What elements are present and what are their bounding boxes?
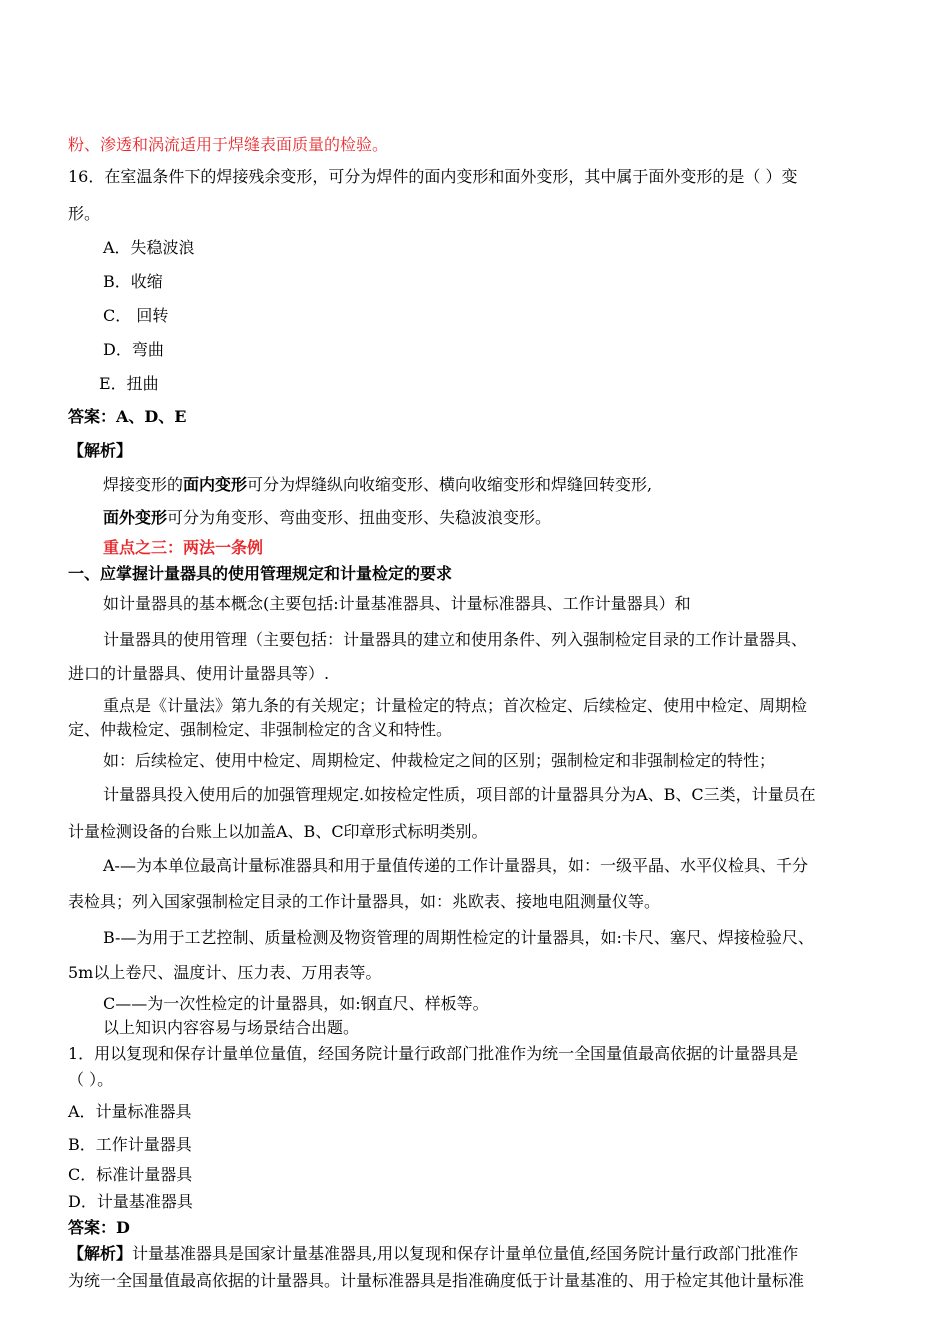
q1-answer: 答案：D	[68, 1218, 130, 1237]
q16-option-a: A．失稳波浪	[103, 238, 195, 257]
q16-answer: 答案：A、D、E	[68, 407, 187, 426]
q1-option-a: A．计量标准器具	[68, 1102, 192, 1121]
q1-option-d: D．计量基准器具	[68, 1192, 193, 1211]
question-1-stem-cont: （ ）。	[68, 1070, 114, 1089]
q1-option-b: B．工作计量器具	[68, 1135, 192, 1154]
key-point-heading: 重点之三：两法一条例	[103, 538, 264, 557]
intro-text: 粉、渗透和涡流适用于焊缝表面质量的检验。	[68, 135, 389, 154]
section-paragraph-line: 计量器具的使用管理（主要包括：计量器具的建立和使用条件、列入强制检定目录的工作计量器具、	[103, 630, 808, 649]
section-paragraph-line: B-—为用于工艺控制、质量检测及物资管理的周期性检定的计量器具，如:卡尺、塞尺、焊接检验尺、	[103, 928, 814, 947]
section-paragraph-line: 表检具；列入国家强制检定目录的工作计量器具，如：兆欧表、接地电阻测量仪等。	[68, 892, 661, 911]
section-paragraph-line: 计量检测设备的台账上以加盖A、B、C印章形式标明类别。	[68, 822, 488, 841]
q16-analysis-label: 【解析】	[68, 441, 133, 460]
section-paragraph-line: 如：后续检定、使用中检定、周期检定、仲裁检定之间的区别；强制检定和非强制检定的特性；	[103, 751, 776, 770]
question-16-stem: 16．在室温条件下的焊接残余变形，可分为焊件的面内变形和面外变形，其中属于面外变形的是（ ）变	[68, 167, 798, 186]
section-paragraph-line: 定、仲裁检定、强制检定、非强制检定的含义和特性。	[68, 720, 453, 739]
q1-analysis-line2: 为统一全国量值最高依据的计量器具。计量标准器具是指准确度低于计量基准的、用于检定其他计量标准	[68, 1271, 805, 1290]
section-paragraph-line: 以上知识内容容易与场景结合出题。	[103, 1018, 360, 1037]
question-16-stem-cont: 形。	[68, 204, 101, 223]
section-paragraph-line: 进口的计量器具、使用计量器具等）.	[68, 664, 330, 683]
section-paragraph-line: A-—为本单位最高计量标准器具和用于量值传递的工作计量器具，如：一级平晶、水平仪检具、千分	[103, 856, 808, 875]
q16-analysis-line1: 焊接变形的面内变形可分为焊缝纵向收缩变形、横向收缩变形和焊缝回转变形,	[103, 475, 653, 494]
q16-option-b: B．收缩	[103, 272, 163, 291]
section-paragraph-line: 计量器具投入使用后的加强管理规定.如按检定性质，项目部的计量器具分为A、B、C三类，计量员在	[103, 785, 816, 804]
section-paragraph-line: C——为一次性检定的计量器具，如:钢直尺、样板等。	[103, 994, 489, 1013]
section-paragraph-line: 如计量器具的基本概念(主要包括:计量基准器具、计量标准器具、工作计量器具）和	[103, 594, 691, 613]
section-heading: 一、应掌握计量器具的使用管理规定和计量检定的要求	[68, 564, 453, 583]
q1-option-c: C．标准计量器具	[68, 1165, 193, 1184]
section-paragraph-line: 重点是《计量法》第九条的有关规定；计量检定的特点；首次检定、后续检定、使用中检定、周期检	[103, 696, 808, 715]
q16-option-d: D．弯曲	[103, 340, 164, 359]
q16-option-c: C． 回转	[103, 306, 169, 325]
q16-analysis-line2: 面外变形可分为角变形、弯曲变形、扭曲变形、失稳波浪变形。	[103, 508, 552, 527]
question-1-stem: 1．用以复现和保存计量单位量值，经国务院计量行政部门批准作为统一全国量值最高依据的计量器具是	[68, 1044, 799, 1063]
q1-analysis-line1: 【解析】计量基准器具是国家计量基准器具,用以复现和保存计量单位量值,经国务院计量行政部门批准作	[68, 1244, 799, 1263]
section-paragraph-line: 5m以上卷尺、温度计、压力表、万用表等。	[68, 963, 382, 982]
q16-option-e: E．扭曲	[99, 374, 159, 393]
